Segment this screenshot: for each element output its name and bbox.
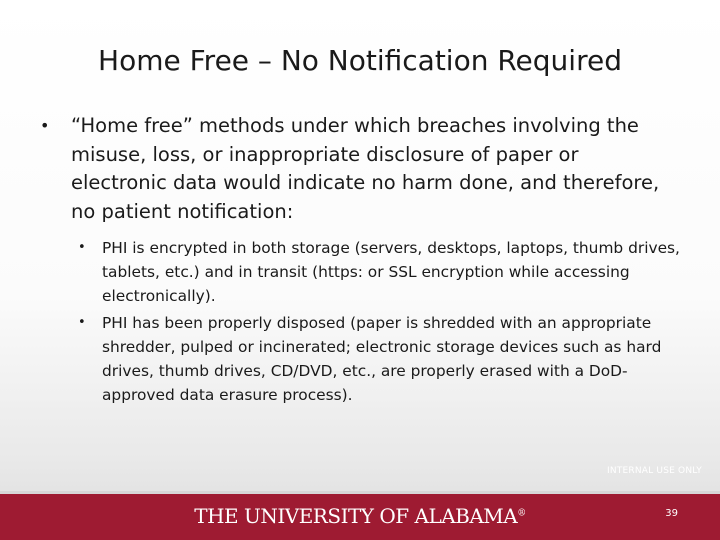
internal-use-note: INTERNAL USE ONLY bbox=[607, 466, 702, 476]
main-bullet-item bbox=[40, 112, 680, 226]
sub-bullet-item bbox=[40, 311, 680, 408]
bullet-icon: • bbox=[78, 240, 86, 255]
registered-mark: ® bbox=[517, 508, 526, 519]
sub-bullet-item bbox=[40, 236, 680, 309]
slide-title: Home Free – No Notification Required bbox=[98, 44, 622, 77]
sub-bullet-text: PHI is encrypted in both storage (servers, desktops, laptops, thumb drives, tablets, etc.) and in transit (https: or SSL encryption while accessing electronically). bbox=[102, 239, 680, 306]
logo-text: THE UNIVERSITY OF ALABAMA bbox=[194, 504, 518, 528]
sub-bullet-text: PHI has been properly disposed (paper is shredded with an appropriate shredder, pulped or incinerated; electronic storage devices such as hard drives, thumb drives, CD/DVD, etc., are properly erased with a DoD-approved data erasure process). bbox=[102, 313, 662, 405]
page-number: 39 bbox=[665, 508, 678, 519]
bullet-icon: • bbox=[78, 314, 86, 330]
university-logo bbox=[0, 504, 720, 528]
slide-body bbox=[40, 112, 680, 407]
bullet-icon: • bbox=[40, 116, 50, 135]
main-bullet-text: “Home free” methods under which breaches involving the misuse, loss, or inappropriate disclosure of paper or electronic data would indicate no harm done, and therefore, no patient notification: bbox=[71, 114, 660, 223]
